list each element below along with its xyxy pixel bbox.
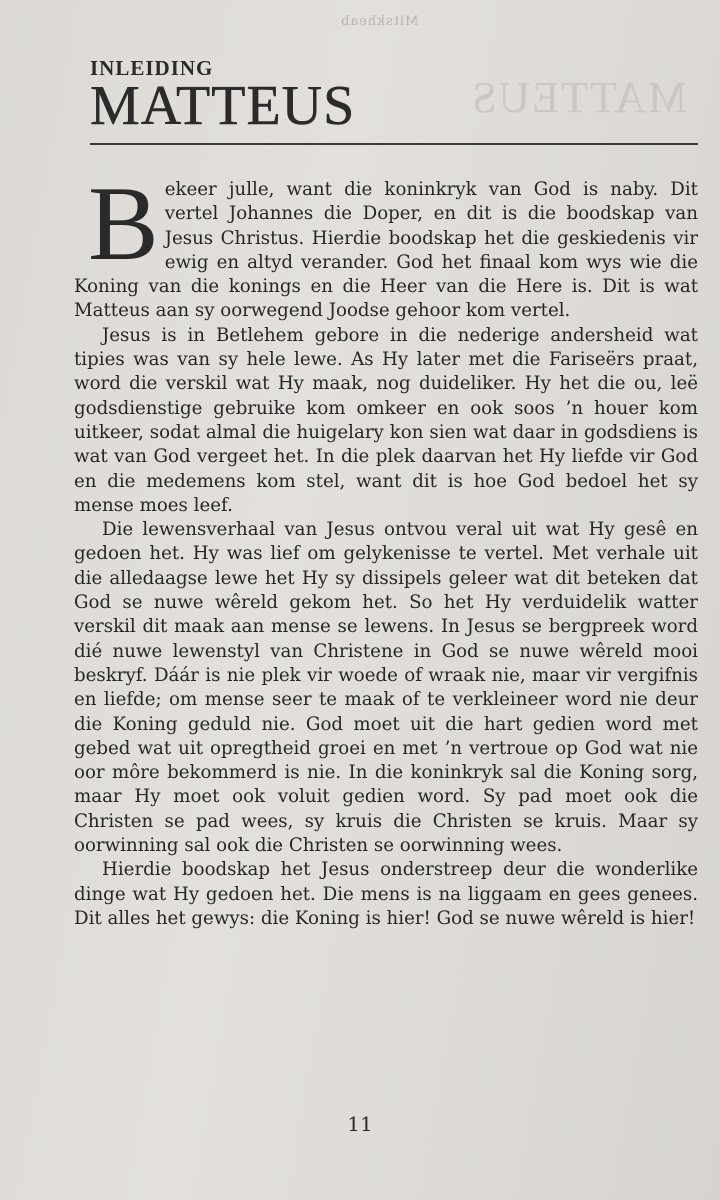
page-number: 11: [347, 1112, 373, 1136]
title-rule: [90, 143, 698, 145]
paragraph-1-text: ekeer julle, want die koninkryk van God is naby. Dit vertel Johannes die Doper, en dit is die boodskap van Jesus Christus. Hierdie boodskap het die geskiedenis vir ewig en altyd verander. God het finaal kom wys wie die Koning van die konings en die Heer van die Here is. Dit is wat Matteus aan sy oorwegend Joodse gehoor kom vertel.: [74, 179, 698, 322]
section-label: INLEIDING: [90, 56, 214, 80]
chapter-header: [90, 56, 700, 137]
body-text: [74, 165, 698, 931]
show-through-title: MATTEUS: [470, 73, 687, 122]
chapter-title: MATTEUS: [90, 75, 356, 137]
drop-cap: B: [88, 165, 159, 282]
paragraph-1: [74, 165, 698, 324]
paragraph-3: Die lewensverhaal van Jesus ontvou veral uit wat Hy gesê en gedoen het. Hy was lief om gelykenisse te vertel. Met verhale uit die alledaagse lewe het Hy sy dissipels geleer wat dit beteken dat God se nuwe wêreld gekom het. So het Hy verduidelik watter verskil dit maak aan mense se lewens. In Jesus se bergpreek word dié nuwe lewenstyl van Christene in God se nuwe wêreld mooi beskryf. Dáár is nie plek vir woede of wraak nie, maar vir vergifnis en liefde; om mense seer te maak of te verkleineer word nie deur die Koning geduld nie. God moet uit die hart gedien word met gebed wat uit opregtheid groei en met ’n vertroue op God wat nie oor môre bekommerd is nie. In die koninkryk sal die Koning sorg, maar Hy moet ook voluit gedien word. Sy pad moet ook die Christen se pad wees, sy kruis die Christen se kruis. Maar sy oorwinning sal ook die Christen se oorwinning wees.: [74, 519, 698, 857]
paragraph-4: Hierdie boodskap het Jesus onderstreep deur die wonderlike dinge wat Hy gedoen het. Die mens is na liggaam en gees genees. Dit alles het gewys: die Koning is hier! God se nuwe wêreld is hier!: [74, 859, 698, 929]
show-through-header: Mitskheab: [340, 14, 419, 29]
paragraph-2: Jesus is in Betlehem gebore in die nederige andersheid wat tipies was van sy hele lewe. As Hy later met die Fariseërs praat, word die verskil wat Hy maak, nog duideliker. Hy het die ou, leë godsdienstige gebruike kom omkeer en ook soos ’n houer kom uitkeer, sodat almal die huigelary kon sien wat daar in godsdiens is wat van God vergeet het. In die plek daarvan het Hy liefde vir God en die medemens kom stel, want dit is hoe God bedoel het sy mense moes leef.: [74, 324, 698, 516]
